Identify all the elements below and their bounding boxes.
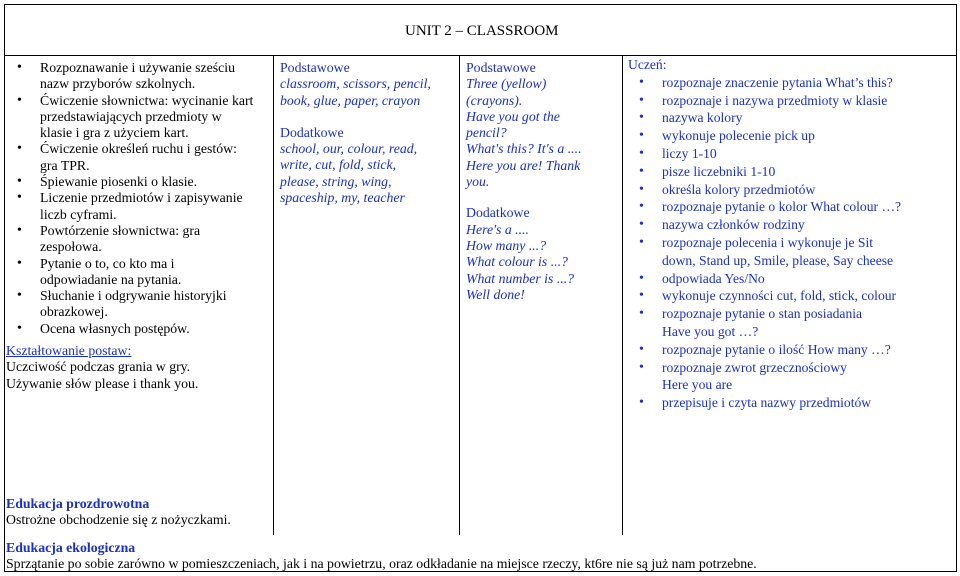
list-item: • rozpoznaje zwrot grzecznościowy Here you are: [628, 359, 954, 395]
list-item: • rozpoznaje znaczenie pytania What’s this?: [628, 74, 954, 92]
list-item: • Pytanie o to, co kto ma i odpowiadanie na pytania.: [6, 256, 268, 289]
list-item: • rozpoznaje pytanie o stan posiadania Have you got …?: [628, 305, 954, 341]
outcomes-heading: Uczeń:: [628, 57, 667, 72]
vocab-basic-line: classroom, scissors, pencil,: [280, 76, 431, 92]
attitudes-heading: Kształtowanie postaw:: [6, 343, 132, 359]
structures-basic-line: you.: [466, 174, 490, 190]
health-text: Ostrożne obchodzenie się z nożyczkami.: [6, 512, 231, 527]
vocab-basic-line: book, glue, paper, crayon: [280, 92, 421, 108]
list-item: • rozpoznaje i nazywa przedmioty w klasie: [628, 92, 954, 110]
list-item: • liczy 1-10: [628, 145, 954, 163]
eco-text: Sprzątanie po sobie zarówno w pomieszczeniach, jak i na powietrzu, oraz odkładanie na miejsce rzeczy, kt6re nie są już nam potrzebne.: [6, 556, 757, 571]
structures-extra-line: What number is ...?: [466, 270, 575, 286]
structures-basic-line: (crayons).: [466, 92, 523, 108]
list-item: • Ćwiczenie określeń ruchu i gestów: gra TPR.: [6, 141, 268, 174]
structures-extra-line: Here's a ....: [466, 221, 529, 237]
structures-extra-line: How many ...?: [466, 237, 547, 253]
list-item: • odpowiada Yes/No: [628, 270, 954, 288]
vocabulary-column: [280, 60, 460, 206]
activities-column: [6, 60, 268, 392]
column-divider: [622, 55, 623, 535]
vocab-basic-heading: Podstawowe: [280, 60, 350, 75]
list-item: • Słuchanie i odgrywanie historyjki obrazkowej.: [6, 288, 268, 321]
list-item: • przepisuje i czyta nazwy przedmiotów: [628, 394, 954, 412]
structures-extra-line: What colour is ...?: [466, 254, 568, 270]
vocab-extra-line: write, cut, fold, stick,: [280, 157, 397, 173]
outcomes-column: [628, 56, 954, 412]
outcomes-list: [628, 74, 954, 412]
eco-heading: Edukacja ekologiczna: [6, 540, 136, 555]
list-item: • nazywa kolory: [628, 109, 954, 127]
structures-column: [466, 60, 616, 303]
list-item: • Ćwiczenie słownictwa: wycinanie kart przedstawiających przedmioty w klasie i gra z użyciem kart.: [6, 93, 268, 142]
attitudes-line: Używanie słów please i thank you.: [6, 375, 199, 391]
unit-title: UNIT 2 – CLASSROOM: [405, 23, 559, 39]
structures-basic-line: Here you are! Thank: [466, 157, 581, 173]
vocab-extra-line: spaceship, my, teacher: [280, 190, 405, 206]
list-item: • pisze liczebniki 1-10: [628, 163, 954, 181]
health-education: [6, 496, 231, 528]
structures-basic-line: pencil?: [466, 125, 507, 141]
vocab-extra-line: please, string, wing,: [280, 173, 392, 189]
list-item: • Liczenie przedmiotów i zapisywanie liczb cyframi.: [6, 190, 268, 223]
structures-basic-heading: Podstawowe: [466, 60, 536, 75]
list-item: • wykonuje polecenie pick up: [628, 127, 954, 145]
health-heading: Edukacja prozdrowotna: [6, 496, 150, 511]
list-item: • rozpoznaje polecenia i wykonuje je Sit down, Stand up, Smile, please, Say cheese: [628, 234, 954, 270]
attitudes-line: Uczciwość podczas grania w gry.: [6, 359, 191, 375]
column-divider: [273, 55, 274, 535]
list-item: • Ocena własnych postępów.: [6, 321, 268, 337]
structures-basic-line: Three (yellow): [466, 76, 547, 92]
structures-basic-line: What's this? It's a ....: [466, 141, 582, 157]
structures-extra-line: Well done!: [466, 286, 525, 302]
list-item: • określa kolory przedmiotów: [628, 181, 954, 199]
list-item: • wykonuje czynności cut, fold, stick, colour: [628, 287, 954, 305]
activities-list: [6, 60, 268, 337]
structures-extra-heading: Dodatkowe: [466, 205, 530, 221]
list-item: • nazywa członków rodziny: [628, 216, 954, 234]
list-item: • rozpoznaje pytanie o kolor What colour …?: [628, 198, 954, 216]
structures-basic-line: Have you got the: [466, 108, 560, 124]
list-item: • Powtórzenie słownictwa: gra zespołowa.: [6, 223, 268, 256]
list-item: • Rozpoznawanie i używanie sześciu nazw przyborów szkolnych.: [6, 60, 268, 93]
list-item: • rozpoznaje pytanie o ilość How many …?: [628, 341, 954, 359]
eco-education: [6, 540, 757, 572]
unit-header: [5, 5, 956, 56]
vocab-extra-line: school, our, colour, read,: [280, 141, 418, 157]
vocab-extra-heading: Dodatkowe: [280, 124, 344, 140]
list-item: • Śpiewanie piosenki o klasie.: [6, 174, 268, 190]
